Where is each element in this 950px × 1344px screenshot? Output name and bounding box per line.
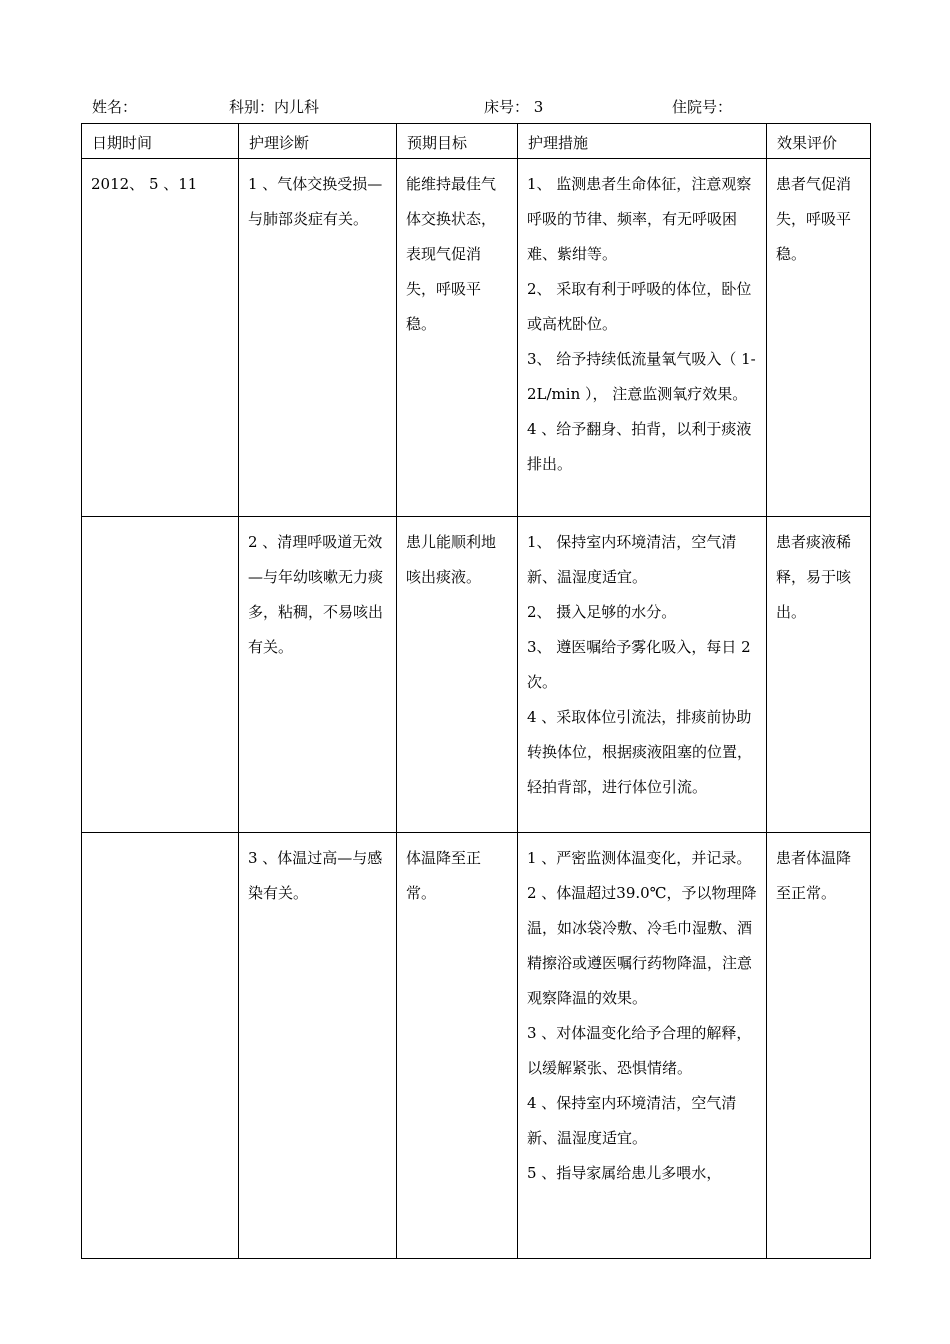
measure-item: 1 、严密监测体温变化，并记录。 <box>527 849 752 867</box>
goal-text: 能维持最佳气体交换状态，表现气促消失，呼吸平稳。 <box>406 175 497 333</box>
cell-measures <box>518 159 767 517</box>
table-header-row <box>82 124 871 159</box>
goal-text: 患儿能顺利地咳出痰液。 <box>406 533 497 586</box>
department-label: 科别：内儿科 <box>229 98 320 116</box>
cell-datetime <box>82 517 239 833</box>
cell-evaluation <box>767 833 871 1259</box>
cell-diagnosis <box>239 159 397 517</box>
measure-item: 3、 遵医嘱给予雾化吸入，每日 2 次。 <box>527 638 751 691</box>
cell-evaluation <box>767 517 871 833</box>
evaluation-text: 患者体温降至正常。 <box>776 849 852 902</box>
cell-diagnosis <box>239 517 397 833</box>
measure-item: 1、 保持室内环境清洁，空气清新、温湿度适宜。 <box>527 533 737 586</box>
diagnosis-text: 2 、清理呼吸道无效—与年幼咳嗽无力痰多，粘稠，不易咳出有关。 <box>248 533 384 656</box>
measure-item: 3、 给予持续低流量氧气吸入（ 1-2L/min ）， 注意监测氧疗效果。 <box>527 350 756 403</box>
evaluation-text: 患者痰液稀释，易于咳出。 <box>776 533 852 621</box>
column-header-evaluation: 效果评价 <box>767 124 871 159</box>
measure-item: 4 、采取体位引流法，排痰前协助转换体位，根据痰液阻塞的位置，轻拍背部，进行体位引流。 <box>527 708 753 796</box>
column-header-datetime: 日期时间 <box>82 124 239 159</box>
cell-measures <box>518 833 767 1259</box>
admission-number-label: 住院号： <box>672 98 733 116</box>
measure-item: 2 、体温超过39.0℃，予以物理降温，如冰袋冷敷、冷毛巾湿敷、酒精擦浴或遵医嘱行药物降温，注意观察降温的效果。 <box>527 884 757 1007</box>
cell-goal <box>397 833 518 1259</box>
column-header-diagnosis: 护理诊断 <box>239 124 397 159</box>
datetime-text: 2012、 5 、11 <box>91 175 198 193</box>
patient-name-label: 姓名： <box>92 98 138 116</box>
nursing-care-table <box>81 123 871 1259</box>
column-header-goal: 预期目标 <box>397 124 518 159</box>
measure-item: 3 、对体温变化给予合理的解释，以缓解紧张、恐惧情绪。 <box>527 1024 752 1077</box>
table-row <box>82 159 871 517</box>
cell-datetime <box>82 833 239 1259</box>
evaluation-text: 患者气促消失，呼吸平稳。 <box>776 175 852 263</box>
diagnosis-text: 1 、气体交换受损—与肺部炎症有关。 <box>248 175 383 228</box>
measure-item: 2、 采取有利于呼吸的体位，卧位或高枕卧位。 <box>527 280 752 333</box>
cell-datetime <box>82 159 239 517</box>
goal-text: 体温降至正常。 <box>406 849 482 902</box>
diagnosis-text: 3 、体温过高—与感染有关。 <box>248 849 383 902</box>
table-row <box>82 833 871 1259</box>
measure-item: 1、 监测患者生命体征，注意观察呼吸的节律、频率，有无呼吸困难、紫绀等。 <box>527 175 752 263</box>
record-header <box>92 96 872 120</box>
measure-item: 4 、保持室内环境清洁，空气清新、温湿度适宜。 <box>527 1094 737 1147</box>
measure-item: 2、 摄入足够的水分。 <box>527 603 677 621</box>
cell-diagnosis <box>239 833 397 1259</box>
cell-goal <box>397 517 518 833</box>
measure-item: 4 、给予翻身、拍背，以利于痰液排出。 <box>527 420 752 473</box>
cell-measures <box>518 517 767 833</box>
bed-number-label: 床号： 3 <box>484 98 544 116</box>
cell-evaluation <box>767 159 871 517</box>
cell-goal <box>397 159 518 517</box>
table-row <box>82 517 871 833</box>
measure-item: 5 、指导家属给患儿多喂水， <box>527 1164 722 1182</box>
column-header-measures: 护理措施 <box>518 124 767 159</box>
